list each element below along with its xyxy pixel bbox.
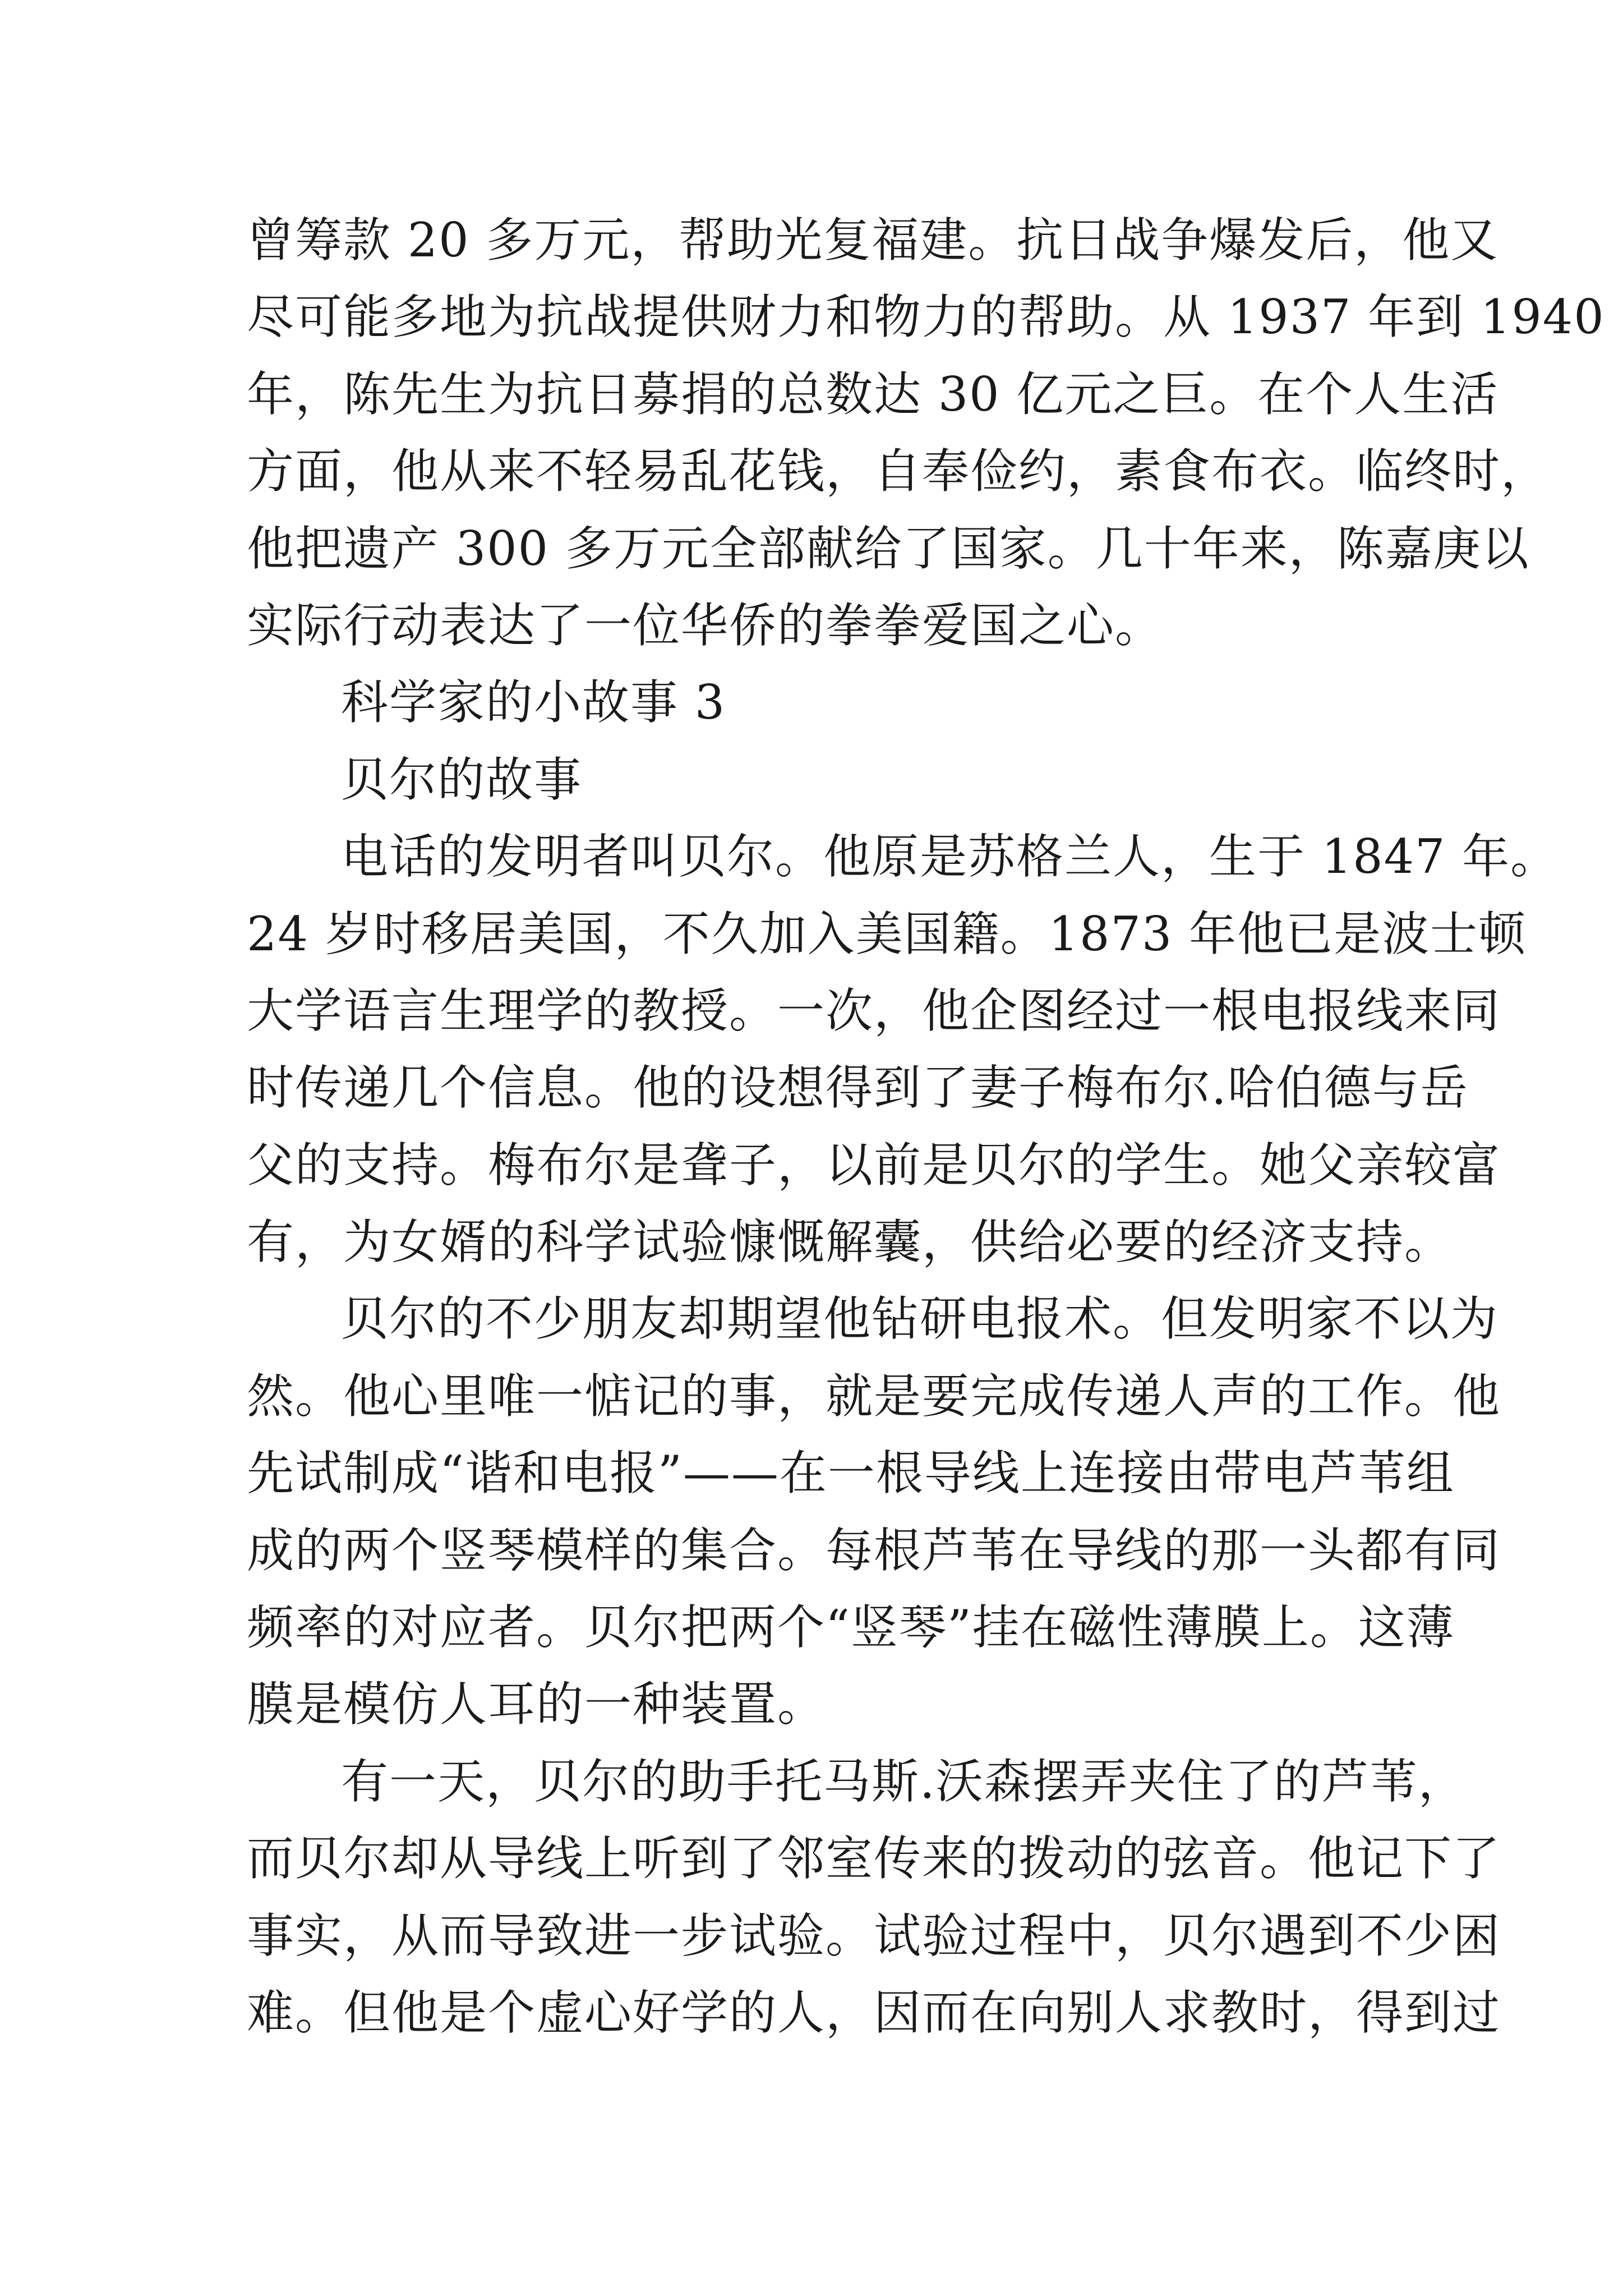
- text-line: 电话的发明者叫贝尔。他原是苏格兰人，生于 1847 年。: [341, 829, 1559, 885]
- text-line: 膜是模仿人耳的一种装置。: [247, 1677, 826, 1732]
- text-line: 贝尔的不少朋友却期望他钻研电报术。但发明家不以为: [341, 1291, 1499, 1347]
- text-line: 24 岁时移居美国，不久加入美国籍。1873 年他已是波士顿: [247, 906, 1527, 961]
- text-line: 先试制成“谐和电报”——在一根导线上连接由带电芦苇组: [247, 1446, 1455, 1501]
- text-line: 事实，从而导致进一步试验。试验过程中，贝尔遇到不少困: [247, 1908, 1501, 1963]
- body-text: [247, 202, 1605, 2051]
- text-line: 大学语言生理学的教授。一次，他企图经过一根电报线来同: [247, 983, 1501, 1038]
- text-line: 方面，他从来不轻易乱花钱，自奉俭约，素食布衣。临终时，: [247, 444, 1550, 499]
- text-line: 实际行动表达了一位华侨的拳拳爱国之心。: [247, 597, 1164, 653]
- text-line: 他把遗产 300 多万元全部献给了国家。几十年来，陈嘉庚以: [247, 521, 1530, 576]
- text-line: 有一天，贝尔的助手托马斯.沃森摆弄夹住了的芦苇，: [341, 1754, 1467, 1809]
- text-line: 然。他心里唯一惦记的事，就是要完成传递人声的工作。他: [247, 1368, 1501, 1424]
- text-line: 有，为女婿的科学试验慷慨解囊，供给必要的经济支持。: [247, 1214, 1453, 1270]
- text-line: 曾筹款 20 多万元，帮助光复福建。抗日战争爆发后，他又: [247, 213, 1499, 268]
- text-line: 难。但他是个虚心好学的人，因而在向别人求教时，得到过: [247, 1985, 1501, 2040]
- text-line: 父的支持。梅布尔是聋子，以前是贝尔的学生。她父亲较富: [247, 1137, 1501, 1193]
- text-line: 时传递几个信息。他的设想得到了妻子梅布尔.哈伯德与岳: [247, 1060, 1469, 1116]
- text-line: 频率的对应者。贝尔把两个“竖琴”挂在磁性薄膜上。这薄: [247, 1600, 1455, 1655]
- text-line: 成的两个竖琴模样的集合。每根芦苇在导线的那一头都有同: [247, 1522, 1501, 1578]
- text-line: 年，陈先生为抗日募捐的总数达 30 亿元之巨。在个人生活: [247, 366, 1499, 422]
- text-line: 尽可能多地为抗战提供财力和物力的帮助。从 1937 年到 1940: [247, 289, 1605, 345]
- story-title: 贝尔的故事: [341, 752, 583, 807]
- section-heading: 科学家的小故事 3: [341, 675, 726, 730]
- text-line: 而贝尔却从导线上听到了邻室传来的拨动的弦音。他记下了: [247, 1831, 1501, 1887]
